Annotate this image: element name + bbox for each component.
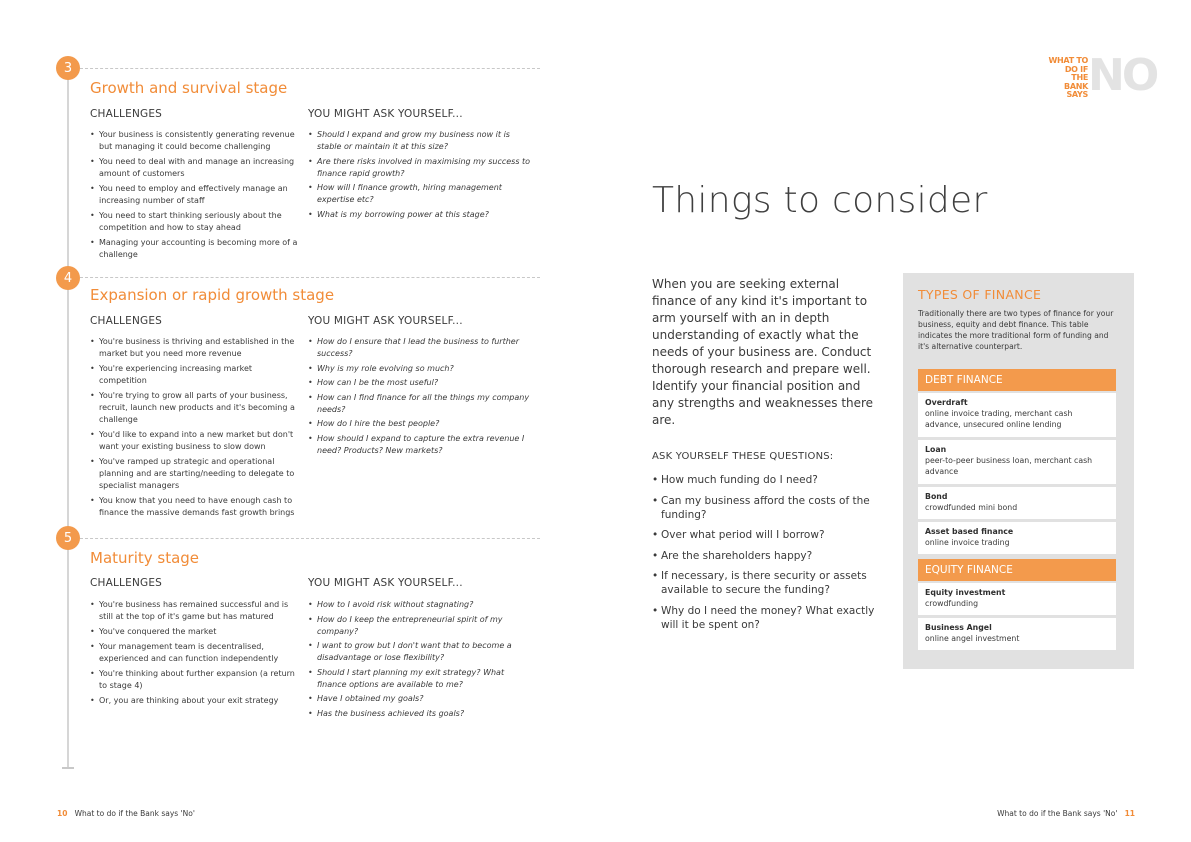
ask-yourself-heading: YOU MIGHT ASK YOURSELF...	[308, 315, 463, 327]
list-item: • Has the business achieved its goals?	[308, 708, 533, 720]
list-item: • You'd like to expand into a new market but don't want your existing business to slow down	[90, 429, 302, 453]
list-item: • You need to deal with and manage an increasing amount of customers	[90, 156, 302, 180]
footer-right	[997, 809, 1135, 818]
list-item: • Are there risks involved in maximising my success to finance rapid growth?	[308, 156, 533, 180]
finance-desc: crowdfunded mini bond	[925, 503, 1018, 512]
intro-paragraph: When you are seeking external finance of any kind it's important to arm yourself with an in depth understanding of exactly what the needs of your business are. Conduct thorough research and prepare well. Identify your financial position and any strengths and weaknesses there are.	[652, 277, 874, 427]
footer-text: What to do if the Bank says 'No'	[997, 809, 1118, 818]
stage-number-badge: 5	[56, 526, 80, 550]
timeline-end-cap	[62, 767, 74, 769]
stage-number-badge: 3	[56, 56, 80, 80]
finance-desc: online invoice trading	[925, 538, 1010, 547]
page-number: 10	[57, 809, 68, 818]
list-item: • What is my borrowing power at this stage?	[308, 209, 533, 221]
list-item: • I want to grow but I don't want that to become a disadvantage or lose flexibility?	[308, 640, 533, 664]
list-item: • Can my business afford the costs of the funding?	[652, 494, 882, 522]
finance-name: Equity investment	[925, 588, 1006, 597]
finance-desc: online invoice trading, merchant cash advance, unsecured online lending	[925, 409, 1073, 429]
list-item: • How do I hire the best people?	[308, 418, 533, 430]
list-item: • Should I start planning my exit strategy? What finance options are available to me?	[308, 667, 533, 691]
ask-yourself-heading: ASK YOURSELF THESE QUESTIONS:	[652, 451, 834, 462]
stage-divider	[80, 68, 540, 69]
questions-list	[652, 473, 882, 638]
list-item: • You're experiencing increasing market competition	[90, 363, 302, 387]
ask-yourself-heading: YOU MIGHT ASK YOURSELF...	[308, 577, 463, 589]
finance-card	[918, 393, 1116, 437]
list-item: • Should I expand and grow my business now it is stable or maintain it at this size?	[308, 129, 533, 153]
challenges-list	[90, 336, 302, 522]
debt-finance-header: DEBT FINANCE	[918, 369, 1116, 391]
list-item: • How should I expand to capture the extra revenue I need? Products? New markets?	[308, 433, 533, 457]
list-item: • How much funding do I need?	[652, 473, 882, 487]
logo-text: WHAT TO DO IF THE BANK SAYS	[1048, 56, 1088, 99]
challenges-heading: CHALLENGES	[90, 315, 163, 327]
list-item: • Your business is consistently generating revenue but managing it could become challenging	[90, 129, 302, 153]
stage-divider	[80, 538, 540, 539]
stage-divider	[80, 277, 540, 278]
list-item: • How to I avoid risk without stagnating?	[308, 599, 533, 611]
list-item: • Have I obtained my goals?	[308, 693, 533, 705]
list-item: • You know that you need to have enough cash to finance the massive demands fast growth brings	[90, 495, 302, 519]
list-item: • You're business has remained successful and is still at the top of it's game but has matured	[90, 599, 302, 623]
finance-desc: peer-to-peer business loan, merchant cash advance	[925, 456, 1093, 476]
questions-list	[308, 129, 533, 223]
finance-name: Loan	[925, 445, 947, 454]
logo-no-mark: NO	[1088, 50, 1157, 101]
finance-card	[918, 522, 1116, 554]
challenges-list	[90, 129, 302, 264]
list-item: • Your management team is decentralised, experienced and can function independently	[90, 641, 302, 665]
panel-title: TYPES OF FINANCE	[918, 287, 1042, 302]
questions-list	[308, 336, 533, 459]
list-item: • Are the shareholders happy?	[652, 549, 882, 563]
finance-desc: online angel investment	[925, 634, 1020, 643]
finance-card	[918, 440, 1116, 484]
finance-desc: crowdfunding	[925, 599, 979, 608]
finance-card	[918, 583, 1116, 615]
list-item: • You need to employ and effectively manage an increasing number of staff	[90, 183, 302, 207]
list-item: • How do I ensure that I lead the business to further success?	[308, 336, 533, 360]
list-item: • How can I find finance for all the things my company needs?	[308, 392, 533, 416]
types-of-finance-panel	[903, 273, 1134, 669]
list-item: • Managing your accounting is becoming more of a challenge	[90, 237, 302, 261]
finance-name: Bond	[925, 492, 948, 501]
list-item: • Or, you are thinking about your exit strategy	[90, 695, 302, 707]
stage-number-badge: 4	[56, 266, 80, 290]
challenges-list	[90, 599, 302, 710]
page-title: Things to consider	[652, 180, 988, 221]
challenges-heading: CHALLENGES	[90, 577, 163, 589]
finance-name: Asset based finance	[925, 527, 1014, 536]
stage-title: Growth and survival stage	[90, 79, 288, 97]
list-item: • Why is my role evolving so much?	[308, 363, 533, 375]
challenges-heading: CHALLENGES	[90, 108, 163, 120]
list-item: • If necessary, is there security or assets available to secure the funding?	[652, 569, 882, 597]
finance-name: Overdraft	[925, 398, 968, 407]
ask-yourself-heading: YOU MIGHT ASK YOURSELF...	[308, 108, 463, 120]
list-item: • How do I keep the entrepreneurial spirit of my company?	[308, 614, 533, 638]
list-item: • How will I finance growth, hiring management expertise etc?	[308, 182, 533, 206]
timeline-line	[67, 60, 69, 767]
footer-left	[57, 809, 195, 818]
list-item: • You need to start thinking seriously about the competition and how to stay ahead	[90, 210, 302, 234]
stage-title: Maturity stage	[90, 549, 200, 567]
list-item: • You're business is thriving and established in the market but you need more revenue	[90, 336, 302, 360]
questions-list	[308, 599, 533, 722]
list-item: • You're trying to grow all parts of your business, recruit, launch new products and it's becoming a challenge	[90, 390, 302, 426]
finance-name: Business Angel	[925, 623, 992, 632]
stage-title: Expansion or rapid growth stage	[90, 286, 335, 304]
list-item: • How can I be the most useful?	[308, 377, 533, 389]
list-item: • You've conquered the market	[90, 626, 302, 638]
panel-description: Traditionally there are two types of finance for your business, equity and debt finance. This table indicates the more traditional form of funding and it's alternative counterpart.	[918, 309, 1114, 351]
list-item: • Over what period will I borrow?	[652, 528, 882, 542]
list-item: • You've ramped up strategic and operational planning and are starting/needing to delegate to specialist managers	[90, 456, 302, 492]
list-item: • You're thinking about further expansion (a return to stage 4)	[90, 668, 302, 692]
equity-finance-header: EQUITY FINANCE	[918, 559, 1116, 581]
list-item: • Why do I need the money? What exactly will it be spent on?	[652, 604, 882, 632]
finance-card	[918, 487, 1116, 519]
footer-text: What to do if the Bank says 'No'	[74, 809, 195, 818]
finance-card	[918, 618, 1116, 650]
page-number: 11	[1124, 809, 1135, 818]
